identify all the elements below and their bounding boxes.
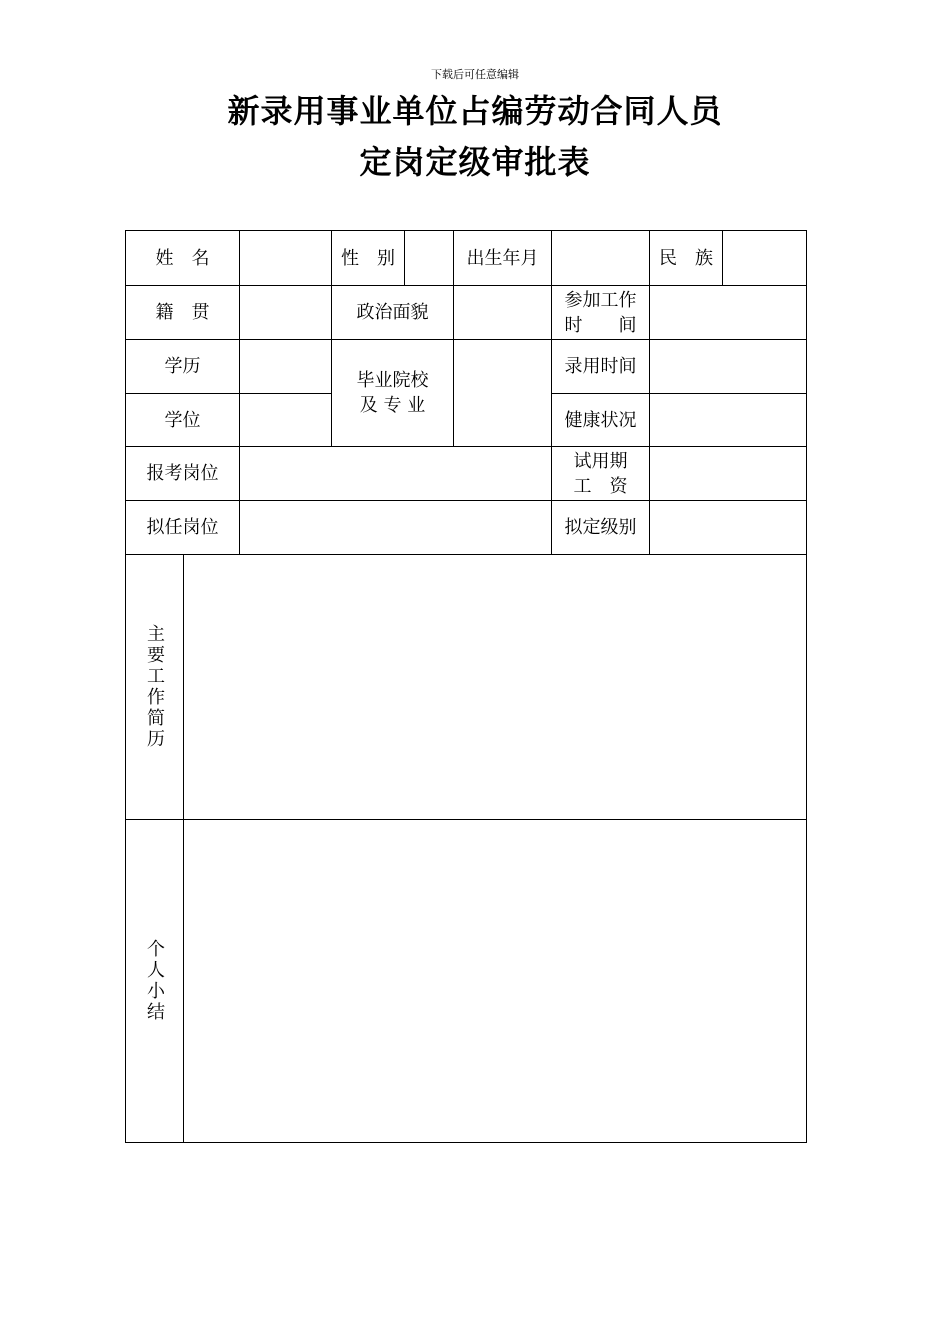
self-summary-label-text: 个人小结 bbox=[144, 939, 165, 1023]
proposed-level-field[interactable] bbox=[649, 500, 807, 555]
degree-label: 学位 bbox=[125, 393, 240, 447]
form-title-line2: 定岗定级审批表 bbox=[359, 143, 591, 181]
applied-position-label: 报考岗位 bbox=[125, 446, 240, 501]
work-history-label bbox=[125, 554, 184, 820]
form-title-line1: 新录用事业单位占编劳动合同人员 bbox=[227, 92, 723, 130]
health-field[interactable] bbox=[649, 393, 807, 447]
self-summary-label bbox=[125, 819, 184, 1143]
native-place-label: 籍 贯 bbox=[125, 285, 240, 340]
native-place-field[interactable] bbox=[239, 285, 332, 340]
name-field[interactable] bbox=[239, 230, 332, 286]
birth-label: 出生年月 bbox=[453, 230, 552, 286]
education-label: 学历 bbox=[125, 339, 240, 394]
ethnicity-field[interactable] bbox=[722, 230, 807, 286]
degree-field[interactable] bbox=[239, 393, 332, 447]
health-label: 健康状况 bbox=[551, 393, 650, 447]
probation-salary-label: 试用期 工 资 bbox=[551, 446, 650, 501]
name-label: 姓 名 bbox=[125, 230, 240, 286]
probation-salary-field[interactable] bbox=[649, 446, 807, 501]
work-start-field[interactable] bbox=[649, 285, 807, 340]
hire-date-field[interactable] bbox=[649, 339, 807, 394]
self-summary-field[interactable] bbox=[183, 819, 807, 1143]
proposed-level-label: 拟定级别 bbox=[551, 500, 650, 555]
work-history-label-text: 主要工作简历 bbox=[144, 624, 165, 750]
proposed-position-field[interactable] bbox=[239, 500, 552, 555]
political-status-label: 政治面貌 bbox=[331, 285, 454, 340]
header-note: 下载后可任意编辑 bbox=[431, 68, 519, 81]
gender-label: 性 别 bbox=[331, 230, 405, 286]
work-history-field[interactable] bbox=[183, 554, 807, 820]
school-major-label: 毕业院校 及 专 业 bbox=[331, 339, 454, 447]
political-status-field[interactable] bbox=[453, 285, 552, 340]
proposed-position-label: 拟任岗位 bbox=[125, 500, 240, 555]
education-field[interactable] bbox=[239, 339, 332, 394]
work-start-label: 参加工作 时 间 bbox=[551, 285, 650, 340]
hire-date-label: 录用时间 bbox=[551, 339, 650, 394]
birth-field[interactable] bbox=[551, 230, 650, 286]
school-major-field[interactable] bbox=[453, 339, 552, 447]
gender-field[interactable] bbox=[404, 230, 454, 286]
approval-form-table bbox=[126, 231, 807, 1143]
applied-position-field[interactable] bbox=[239, 446, 552, 501]
ethnicity-label: 民 族 bbox=[649, 230, 723, 286]
